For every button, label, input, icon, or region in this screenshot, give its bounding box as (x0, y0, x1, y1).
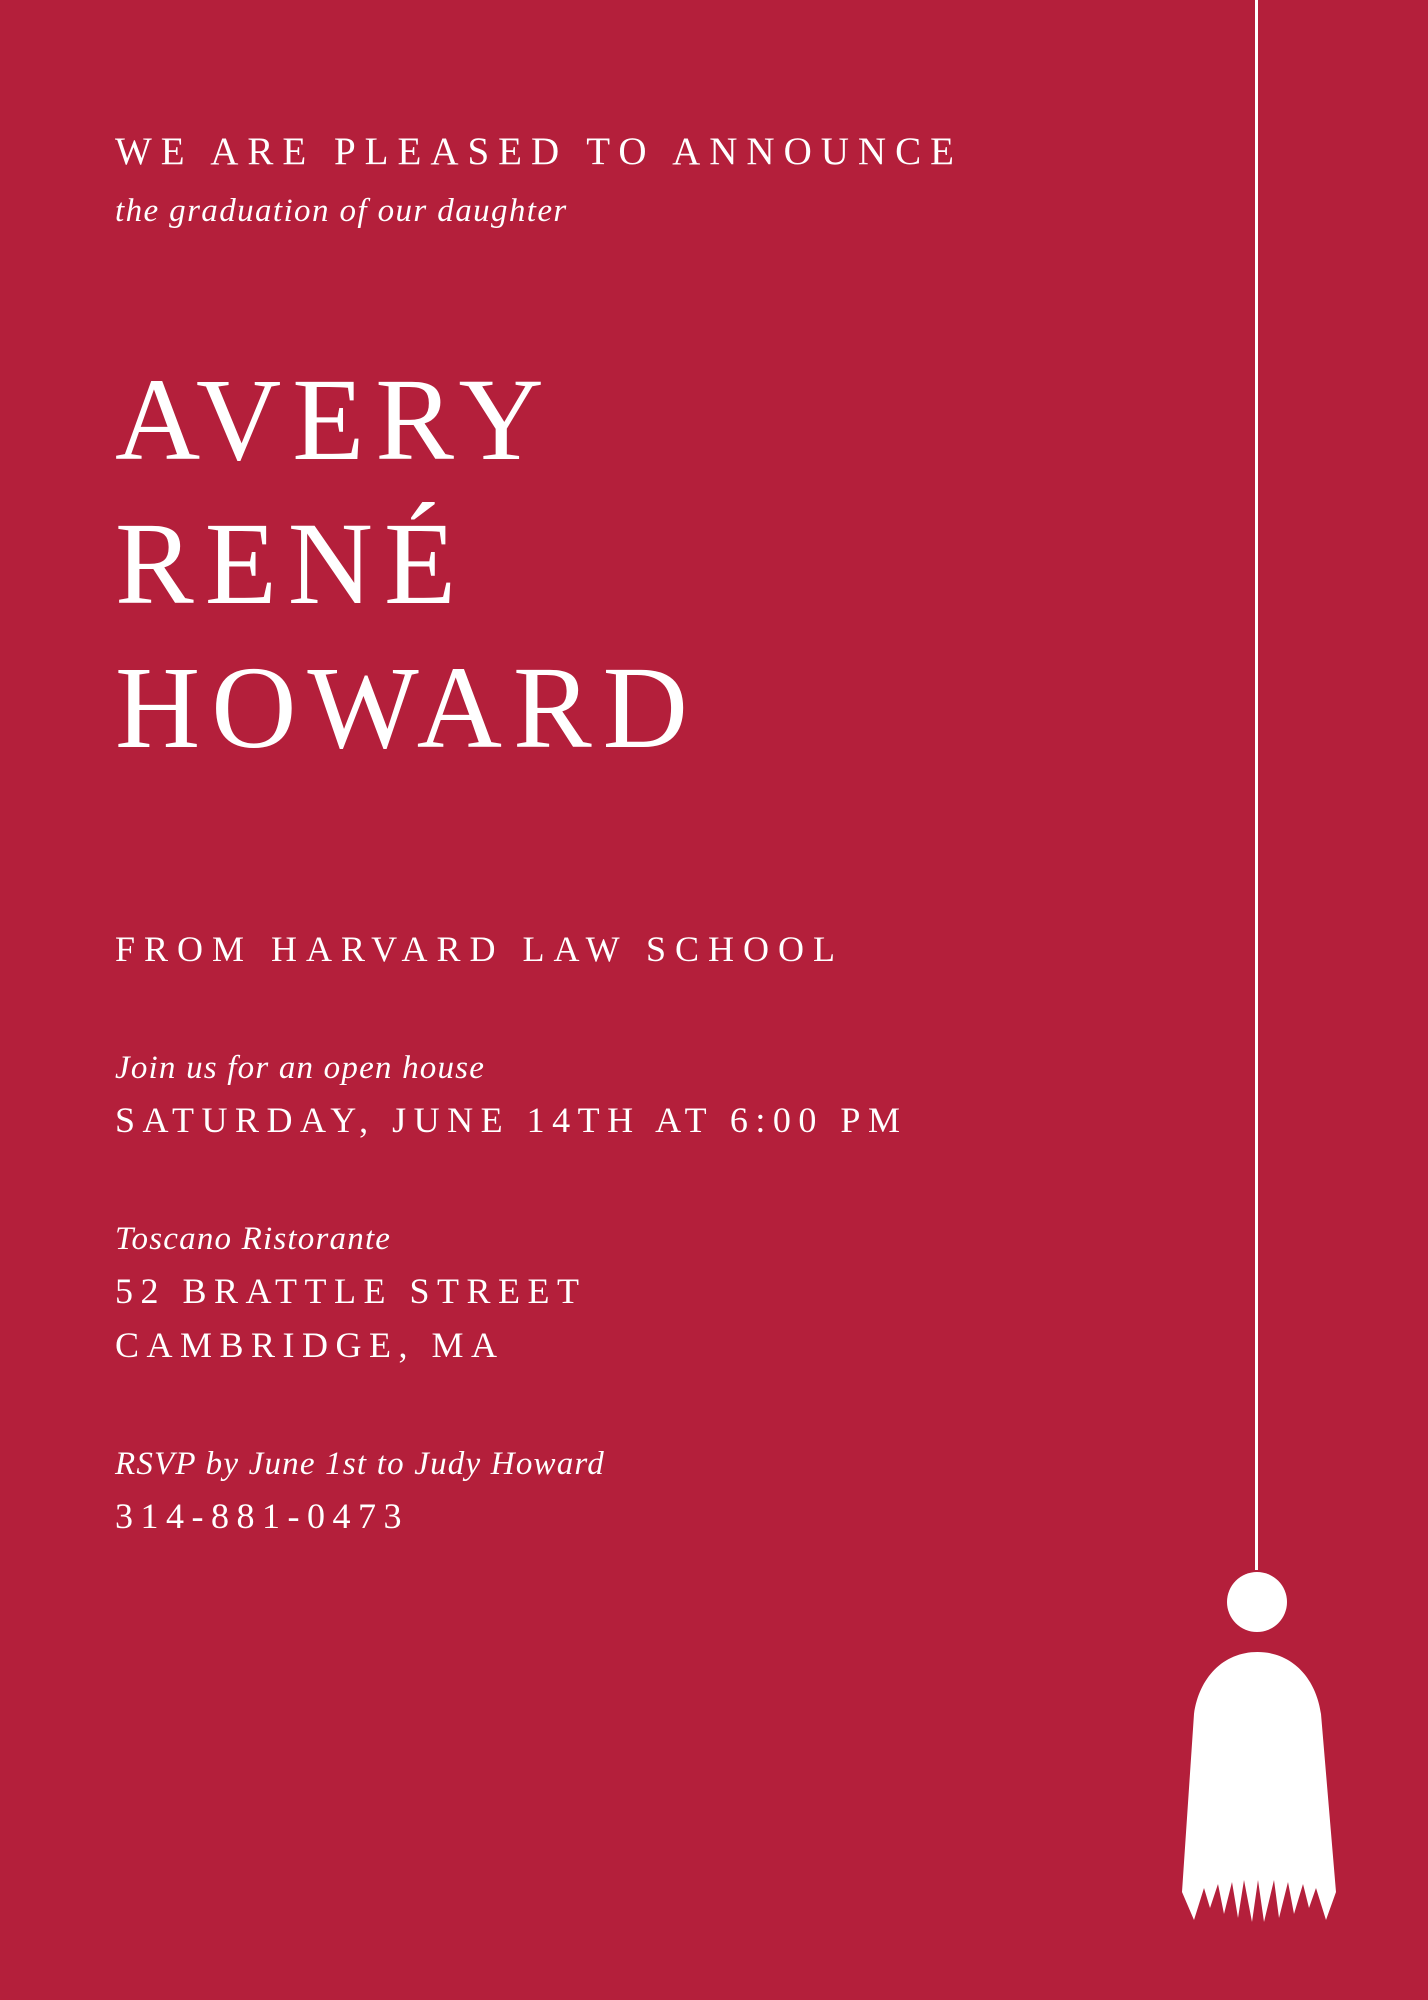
graduation-tassel-icon (1176, 1652, 1339, 1927)
school-block (115, 928, 1165, 970)
graduate-name-line-3: HOWARD (115, 641, 699, 773)
tassel-cord-icon (1255, 0, 1258, 1570)
event-datetime: SATURDAY, JUNE 14TH AT 6:00 PM (115, 1099, 908, 1140)
rsvp-phone: 314-881-0473 (115, 1495, 409, 1536)
card-content (115, 128, 1165, 1537)
announcement-headline: WE ARE PLEASED TO ANNOUNCE (115, 130, 963, 173)
venue-address-line-2: CAMBRIDGE, MA (115, 1324, 505, 1365)
tassel-knot-icon (1227, 1572, 1287, 1632)
venue-address-line-1: 52 BRATTLE STREET (115, 1270, 587, 1311)
school-line: FROM HARVARD LAW SCHOOL (115, 928, 844, 969)
graduate-name-line-1: AVERY (115, 353, 555, 485)
graduate-name-line-2: RENÉ (115, 497, 468, 629)
event-intro: Join us for an open house (115, 1049, 486, 1086)
rsvp-line: RSVP by June 1st to Judy Howard (115, 1445, 605, 1482)
venue-name: Toscano Ristorante (115, 1220, 392, 1257)
graduate-name (115, 348, 1165, 780)
announcement-block (115, 128, 1165, 230)
announcement-subline: the graduation of our daughter (115, 192, 568, 229)
rsvp-block (115, 1446, 1165, 1537)
venue-block (115, 1221, 1165, 1366)
event-block (115, 1050, 1165, 1141)
